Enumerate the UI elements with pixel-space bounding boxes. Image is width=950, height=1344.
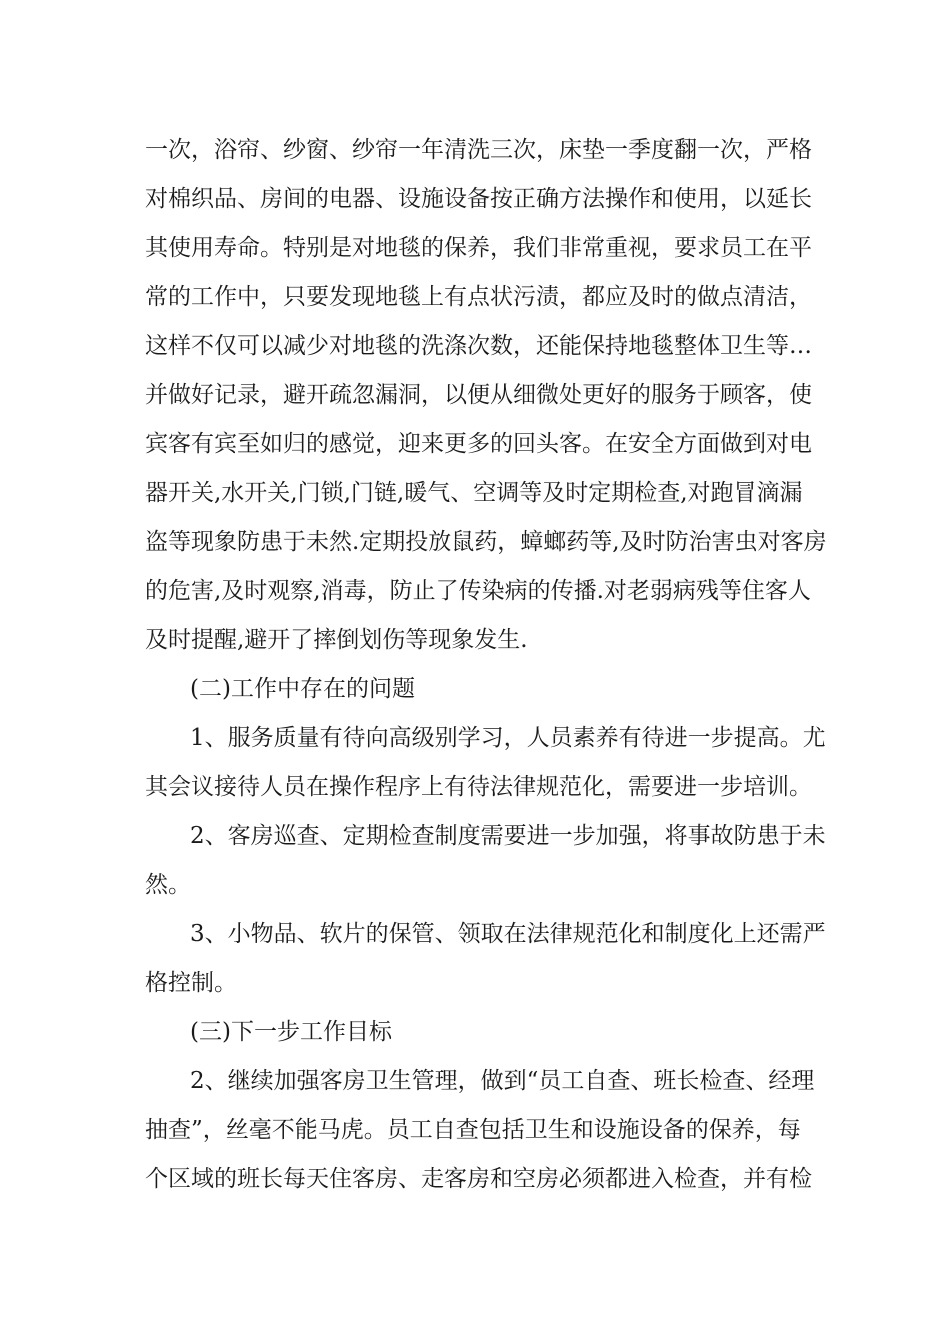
section-heading: (二)工作中存在的问题 [190,676,415,702]
list-item-continuation: 个区域的班长每天住客房、走客房和空房必须都进入检查，并有检 [145,1166,812,1192]
list-item-first-line: 3、小物品、软片的保管、领取在法律规范化和制度化上还需严 [190,921,826,947]
paragraph-line: 宾客有宾至如归的感觉，迎来更多的回头客。在安全方面做到对电 [145,431,812,457]
list-item-first-line: 1、服务质量有待向高级别学习，人员素养有待进一步提高。尤 [190,725,826,751]
paragraph-line: 一次，浴帘、纱窗、纱帘一年清洗三次，床垫一季度翻一次，严格 [145,137,812,163]
list-item-continuation: 抽查”，丝毫不能马虎。员工自查包括卫生和设施设备的保养，每 [145,1117,801,1143]
paragraph-line: 对棉织品、房间的电器、设施设备按正确方法操作和使用，以延长 [145,186,812,212]
list-item-first-line: 2、客房巡查、定期检查制度需要进一步加强，将事故防患于未 [190,823,826,849]
list-item-continuation: 格控制。 [145,970,237,996]
paragraph-line: 盗等现象防患于未然.定期投放鼠药，蟑螂药等,及时防治害虫对客房 [145,529,827,555]
section-heading: (三)下一步工作目标 [190,1019,392,1045]
paragraph-line: 的危害,及时观察,消毒，防止了传染病的传播.对老弱病残等住客人 [145,578,811,604]
list-item-first-line: 2、继续加强客房卫生管理，做到“员工自查、班长检查、经理 [190,1068,815,1094]
list-item-continuation: 其会议接待人员在操作程序上有待法律规范化，需要进一步培训。 [145,774,812,800]
paragraph-line: 常的工作中，只要发现地毯上有点状污渍，都应及时的做点清洁， [145,284,812,310]
paragraph-line: 并做好记录，避开疏忽漏洞，以便从细微处更好的服务于顾客，使 [145,382,812,408]
paragraph-line: 及时提醒,避开了摔倒划伤等现象发生. [145,627,528,653]
paragraph-line: 这样不仅可以减少对地毯的洗涤次数，还能保持地毯整体卫生等… [145,333,812,359]
paragraph-line: 其使用寿命。特别是对地毯的保养，我们非常重视，要求员工在平 [145,235,812,261]
list-item-continuation: 然。 [145,872,191,898]
paragraph-line: 器开关,水开关,门锁,门链,暖气、空调等及时定期检查,对跑冒滴漏 [145,480,803,506]
